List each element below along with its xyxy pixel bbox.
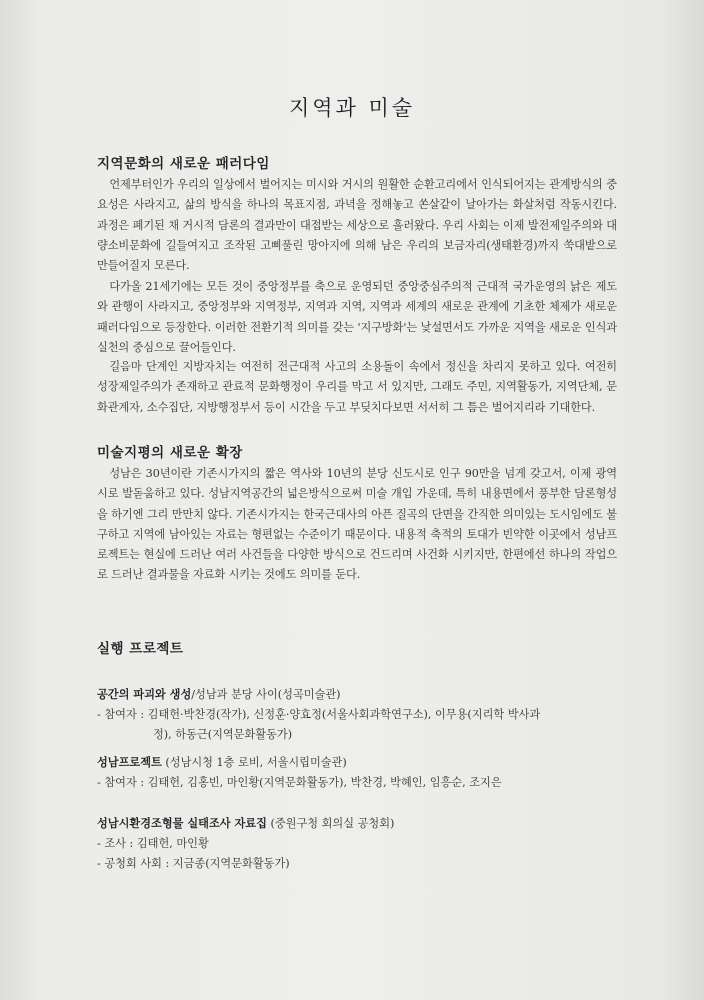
project-title-line [97,813,617,834]
project-title-line [97,752,617,773]
paragraph: 길음마 단계인 지방자치는 여전히 전근대적 사고의 소용돌이 속에서 정신을 차리지 못하고 있다. 여전히 성장제일주의가 존재하고 관료적 문화행정이 우리를 막고 서 있지만, 그래도 주민, 지역활동가, 지역단체, 문화관계자, 소수집단, 지방행정부서 등이 시간을 두고 부딪치다보면 서서히 그 틈은 벌어지리라 기대한다. [97,360,617,414]
paragraph: 성남은 30년이란 기존시가지의 짧은 역사와 10년의 분당 신도시로 인구 90만을 넘게 갖고서, 이제 광역시로 발돋움하고 있다. 성남지역공간의 넓은방식으로써 미술 개입 가운데, 특히 내용면에서 풍부한 담론형성을 하기엔 그리 만만치 않다. 기존시가지는 한국근대사의 아픈 질곡의 단면을 간직한 의미있는 도시임에도 불구하고 지역에 남아있는 자료는 형편없는 수준이기 때문이다. 내용적 축적의 토대가 빈약한 이곳에서 성남프로젝트는 현실에 드러난 여러 사건들을 다양한 방식으로 건드리며 사건화 시키지만, 한편에선 하나의 작업으로 드러난 결과물을 자료화 시키는 것에도 의미를 둔다. [97,467,617,582]
project-item [97,684,617,745]
project-detail: - 참여자 : 김태헌, 김홍빈, 마인황(지역문화활동가), 박찬경, 박혜인, 임흥순, 조지은 [97,776,502,789]
section-heading-art-horizon: 미술지평의 새로운 확장 [97,445,243,461]
project-subtitle: (성남시청 1층 로비, 서울시립미술관) [161,756,347,769]
project-detail: 정), 하동근(지역문화활동가) [153,728,293,741]
paragraph: 다가올 21세기에는 모든 것이 중앙정부를 축으로 운영되던 중앙중심주의적 근대적 국가운영의 낡은 제도와 관행이 사라지고, 중앙정부와 지역정부, 지역과 지역, 지역과 세계의 새로운 관계에 기초한 체제가 새로운 패러다임으로 등장한다. 이러한 전환기적 의미를 갖는 '지구방화'는 낯설면서도 가까운 지역을 새로운 인식과 실천의 중심으로 끌어들인다. [97,280,617,354]
project-title: 공간의 파괴와 생성 [97,687,192,701]
project-title: 성남시환경조형물 실태조사 자료집 [97,816,267,830]
project-title-line [97,684,617,705]
section-heading-regional-culture: 지역문화의 새로운 패러다임 [97,156,270,172]
project-item [97,813,617,874]
section-heading-projects: 실행 프로젝트 [97,641,184,657]
project-detail: - 조사 : 김태헌, 마인황 [97,837,209,850]
project-subtitle: /성남과 분당 사이(성곡미술관) [191,688,341,701]
project-detail: - 참여자 : 김태헌·박찬경(작가), 신정훈·양효정(서울사회과학연구소), 이무용(지리학 박사과 [97,708,541,721]
project-item [97,752,617,793]
page-title: 지역과 미술 [288,96,416,120]
project-title: 성남프로젝트 [97,755,162,769]
paragraph: 언제부터인가 우리의 일상에서 벌어지는 미시와 거시의 원활한 순환고리에서 인식되어지는 관계방식의 중요성은 사라지고, 삶의 방식을 하나의 목표지점, 과녁을 정해놓고 쏜살같이 날아가는 화살처럼 작동시킨다. 과정은 폐기된 채 거시적 담론의 결과만이 대접받는 세상으로 흘러왔다. 우리 사회는 이제 발전제일주의와 대량소비문화에 길들여지고 조작된 고삐풀린 망아지에 의해 남은 우리의 보금자리(생태환경)까지 쑥대밭으로 만들어질지 모른다. [97,178,617,273]
project-detail: - 공청회 사회 : 지금종(지역문화활동가) [97,857,290,870]
project-subtitle: (중원구청 회의실 공청회) [266,817,395,830]
